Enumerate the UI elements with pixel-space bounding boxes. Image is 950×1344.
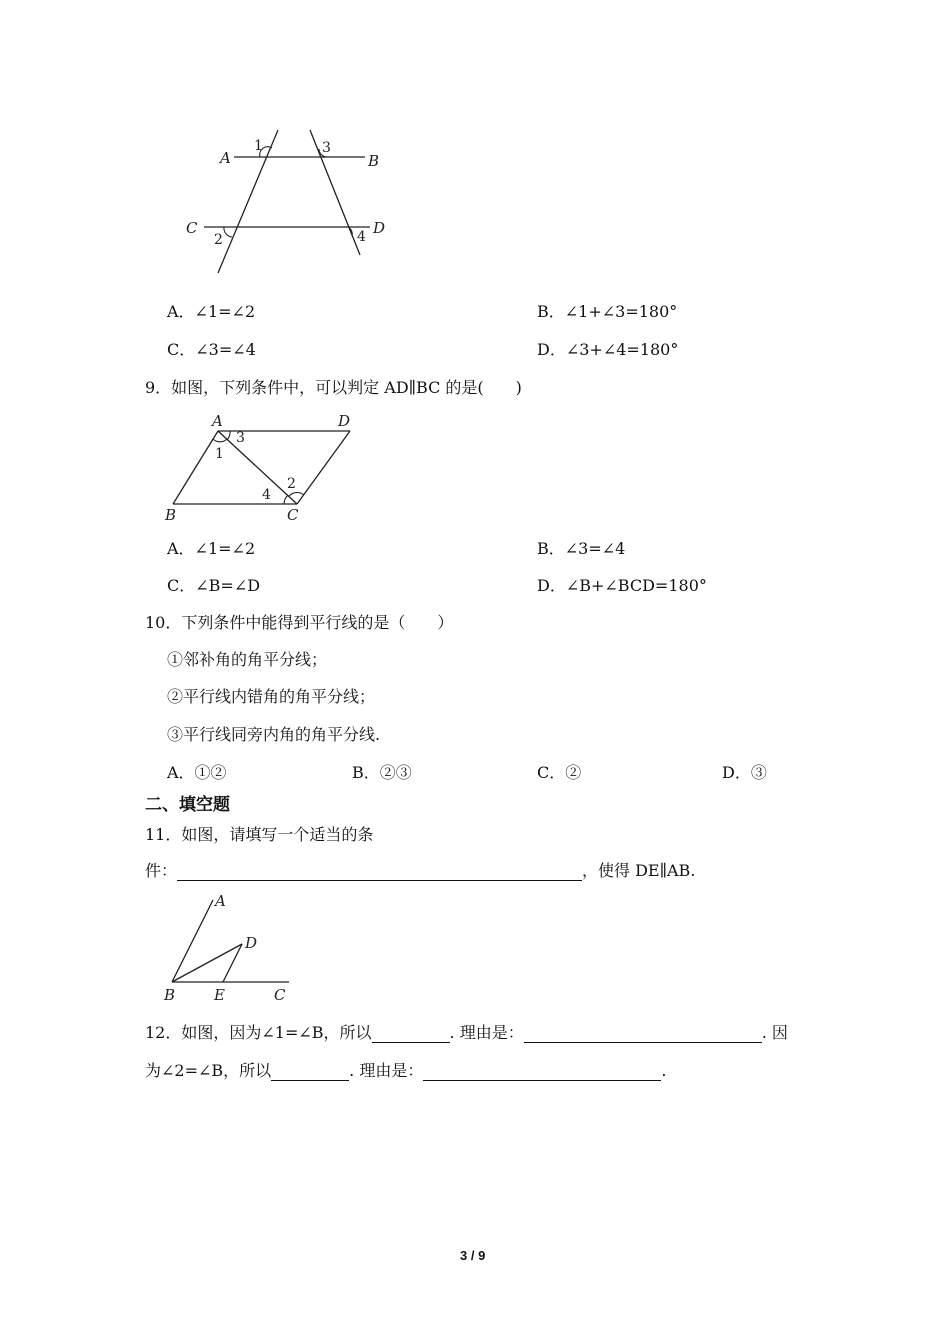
label-4: 4 — [262, 487, 271, 503]
q11-line2 — [145, 858, 695, 881]
q12-part5: . 理由是： — [349, 1061, 424, 1080]
label-a: A — [212, 412, 223, 430]
label-c: C — [186, 219, 198, 237]
q10-stem: 10．下列条件中能得到平行线的是（ ） — [145, 613, 454, 632]
q8-option-a: A．∠1=∠2 — [167, 302, 256, 321]
q10-item-2: ②平行线内错角的角平分线； — [167, 687, 376, 706]
section-heading: 二、填空题 — [145, 795, 230, 815]
label-3: 3 — [236, 430, 245, 446]
q12-blank-1[interactable] — [372, 1024, 450, 1043]
q12-part6: . — [661, 1061, 667, 1080]
label-b: B — [164, 986, 176, 1004]
q8-option-d: D．∠3+∠4=180° — [537, 340, 679, 359]
label-1: 1 — [254, 138, 263, 154]
label-d: D — [373, 219, 386, 237]
q9-option-a: A．∠1=∠2 — [167, 539, 256, 558]
q10-option-a: A．①② — [167, 763, 227, 782]
page-number: 3 / 9 — [460, 1248, 486, 1263]
q8-option-b: B．∠1+∠3=180° — [537, 302, 678, 321]
side-ab — [173, 431, 218, 504]
transversal-right — [310, 130, 360, 255]
label-e: E — [214, 986, 225, 1004]
label-4: 4 — [357, 229, 366, 245]
q8-figure — [180, 120, 400, 280]
label-2: 2 — [287, 476, 296, 492]
q9-option-c: C．∠B=∠D — [167, 576, 261, 595]
segment-bd — [172, 944, 242, 982]
q12-blank-3[interactable] — [271, 1062, 349, 1081]
angle-3-arc — [227, 431, 230, 440]
label-1: 1 — [215, 446, 224, 462]
angle-2-arc — [289, 493, 304, 496]
q11-answer-blank[interactable] — [177, 862, 582, 881]
side-cd — [297, 431, 350, 504]
q11-figure — [158, 890, 308, 1010]
q12-blank-4[interactable] — [423, 1062, 661, 1081]
label-a: A — [220, 149, 231, 167]
q10-item-1: ①邻补角的角平分线； — [167, 650, 328, 669]
label-d: D — [245, 934, 258, 952]
q12-part3: . 因 — [761, 1023, 788, 1042]
angle-4-arc — [284, 495, 288, 504]
q9-option-d: D．∠B+∠BCD=180° — [537, 576, 707, 595]
label-b: B — [368, 152, 380, 170]
label-2: 2 — [214, 232, 223, 248]
label-b: B — [165, 506, 177, 524]
q12-part4: 为∠2=∠B，所以 — [145, 1061, 272, 1080]
q10-item-3: ③平行线同旁内角的角平分线. — [167, 725, 381, 744]
q12-part2: . 理由是： — [449, 1023, 524, 1042]
q12-line1 — [145, 1020, 788, 1043]
diagonal-ac — [218, 431, 297, 504]
q10-option-c: C．② — [537, 763, 582, 782]
label-d: D — [338, 412, 351, 430]
ray-ba — [172, 900, 213, 982]
q11-suffix: ，使得 DE∥AB. — [582, 861, 696, 880]
q10-option-d: D．③ — [722, 763, 767, 782]
q12-part1: 12．如图，因为∠1=∠B，所以 — [145, 1023, 372, 1042]
q11-prefix: 件： — [145, 861, 178, 880]
label-a: A — [215, 892, 226, 910]
label-c: C — [287, 506, 299, 524]
q9-option-b: B．∠3=∠4 — [537, 539, 626, 558]
q9-stem: 9．如图，下列条件中，可以判定 AD∥BC 的是( ) — [145, 378, 522, 397]
label-3: 3 — [322, 140, 331, 156]
label-c: C — [274, 986, 286, 1004]
angle-1-arc — [213, 439, 227, 442]
q9-figure — [160, 408, 370, 528]
q10-option-b: B．②③ — [352, 763, 412, 782]
angle-2-arc — [224, 227, 232, 237]
q12-line2 — [145, 1058, 666, 1081]
q11-line1: 11．如图，请填写一个适当的条 — [145, 825, 374, 844]
q8-option-c: C．∠3=∠4 — [167, 340, 256, 359]
q12-blank-2[interactable] — [524, 1024, 762, 1043]
